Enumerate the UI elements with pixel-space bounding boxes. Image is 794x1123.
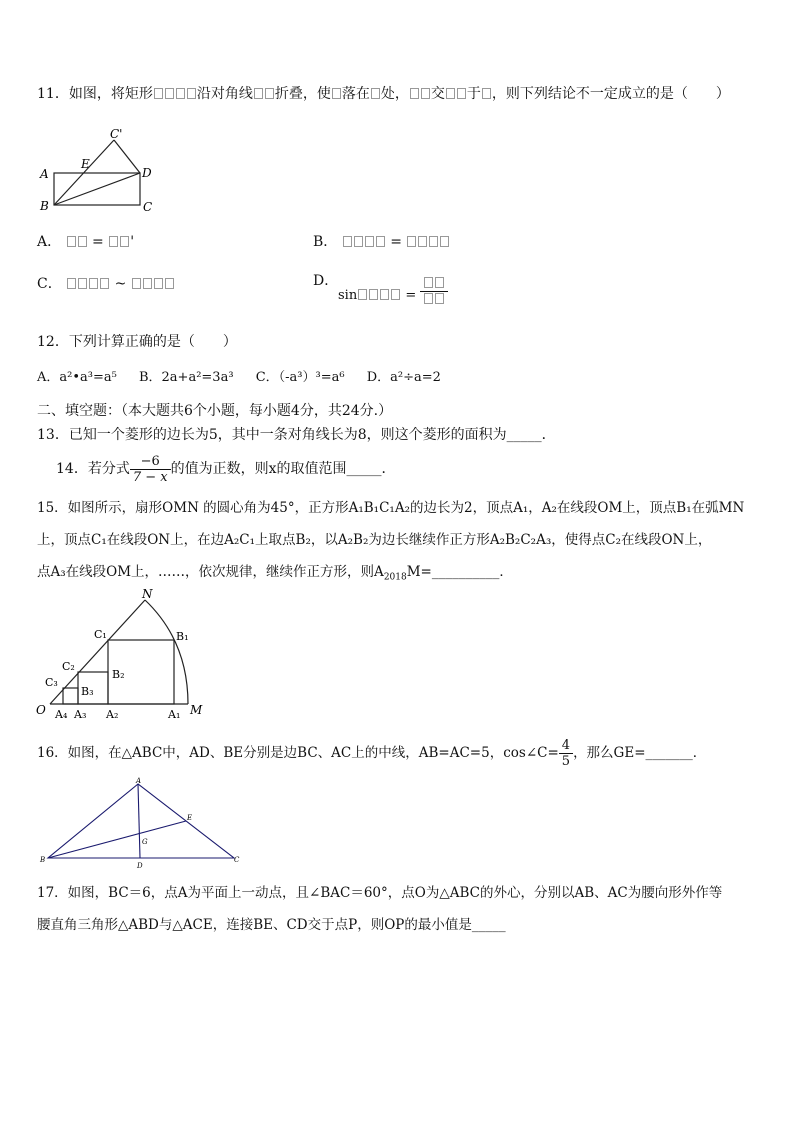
q12-option-d: D．a²÷a=2 xyxy=(366,370,441,385)
q16-numerator: 4 xyxy=(559,738,573,754)
label-a2: A₂ xyxy=(106,708,119,721)
placeholder-box xyxy=(424,293,433,304)
q11-option-a xyxy=(37,233,134,251)
placeholder-box xyxy=(376,236,385,247)
q16-text xyxy=(37,734,706,772)
placeholder-box xyxy=(176,88,185,99)
placeholder-box xyxy=(165,88,174,99)
label-d: D xyxy=(142,166,152,180)
sin-text: sin xyxy=(338,288,358,303)
label-b: B xyxy=(40,856,46,864)
q14-pre: 14．若分式 xyxy=(56,461,130,477)
placeholder-box xyxy=(369,289,378,300)
square-3 xyxy=(63,688,78,704)
label-b: B xyxy=(40,199,49,213)
q15-subscript: 2018 xyxy=(383,572,407,583)
q15-figure xyxy=(30,586,220,726)
label-c: C xyxy=(234,856,240,864)
label-n: N xyxy=(142,587,153,601)
option-b-label: B． xyxy=(313,234,338,250)
q11-text-8: ，则下列结论不一定成立的是（ ） xyxy=(491,86,730,102)
placeholder-box xyxy=(380,289,389,300)
q11-text-3: 折叠，使 xyxy=(274,86,331,102)
q11-text-5: 处， xyxy=(380,86,409,102)
q11-text-4: 落在 xyxy=(341,86,370,102)
q16-fraction xyxy=(559,738,573,769)
q11-option-b xyxy=(313,233,450,251)
q15-line1: 15．如图所示，扇形OMN 的圆心角为45°，正方形A₁B₁C₁A₂的边长为2，顶点A₁，A₂在线段OM上，顶点B₁在弧MN xyxy=(37,500,745,516)
placeholder-box xyxy=(354,236,363,247)
triangle-abc xyxy=(48,784,234,858)
q14-fraction xyxy=(130,454,171,485)
q11-fraction xyxy=(420,276,448,307)
q14-numerator: −6 xyxy=(130,454,171,470)
placeholder-box xyxy=(410,88,419,99)
q11-option-d xyxy=(313,272,338,290)
q11-figure xyxy=(34,128,164,218)
label-b3: B₃ xyxy=(81,685,94,698)
placeholder-box xyxy=(365,236,374,247)
prime-mark: ' xyxy=(130,234,135,250)
placeholder-box xyxy=(446,88,455,99)
q16-denominator: 5 xyxy=(561,754,571,769)
label-a4: A₄ xyxy=(55,708,68,721)
option-c-label: C． xyxy=(37,276,62,292)
placeholder-box xyxy=(132,278,141,289)
placeholder-box xyxy=(457,88,466,99)
placeholder-box xyxy=(154,278,163,289)
q11-number: 11． xyxy=(37,86,69,102)
section-heading: 二、填空题：（本大题共6个小题，每小题4分，共24分.） xyxy=(37,403,393,419)
q14-denominator: 7 − x xyxy=(132,469,168,485)
label-d: D xyxy=(137,862,143,870)
similar-sign: ~ xyxy=(114,276,127,292)
q15-line3 xyxy=(37,563,513,587)
label-a3: A₃ xyxy=(74,708,87,721)
q11-text-7: 于 xyxy=(466,86,481,102)
placeholder-box xyxy=(100,278,109,289)
label-a1: A₁ xyxy=(168,708,181,721)
placeholder-box xyxy=(109,236,118,247)
q11-text-6: 交 xyxy=(430,86,445,102)
placeholder-box xyxy=(143,278,152,289)
median-ad xyxy=(138,784,140,858)
segment-c-prime-d xyxy=(114,140,140,173)
placeholder-box xyxy=(67,236,76,247)
placeholder-box xyxy=(265,88,274,99)
label-a: A xyxy=(40,167,49,181)
placeholder-box xyxy=(424,277,433,288)
q12-options xyxy=(37,369,441,387)
q16-pre: 16．如图，在△ABC中，AD、BE分别是边BC、AC上的中线，AB=AC=5，cos∠C= xyxy=(37,745,559,761)
q12-option-a: A．a²•a³=a⁵ xyxy=(37,370,117,385)
median-be xyxy=(48,821,186,858)
label-e: E xyxy=(81,157,90,171)
label-e: E xyxy=(187,814,193,822)
q15-line3-post: M=__________． xyxy=(406,564,513,580)
placeholder-box xyxy=(187,88,196,99)
label-g: G xyxy=(142,838,148,846)
diagonal-bd xyxy=(54,173,140,205)
placeholder-box xyxy=(435,293,444,304)
label-o: O xyxy=(36,703,46,717)
q17-line2: 腰直角三角形△ABD与△ACE，连接BE、CD交于点P，则OP的最小值是_____ xyxy=(37,917,506,933)
label-m: M xyxy=(190,703,203,717)
arc-mn xyxy=(145,600,188,704)
placeholder-box xyxy=(165,278,174,289)
label-c-prime: C' xyxy=(110,128,123,141)
placeholder-box xyxy=(418,236,427,247)
q12-stem: 12．下列计算正确的是（ ） xyxy=(37,334,237,350)
placeholder-box xyxy=(358,289,367,300)
placeholder-box xyxy=(440,236,449,247)
label-c1: C₁ xyxy=(94,628,107,641)
label-c2: C₂ xyxy=(62,660,75,673)
placeholder-box xyxy=(429,236,438,247)
placeholder-box xyxy=(332,88,341,99)
placeholder-box xyxy=(120,236,129,247)
placeholder-box xyxy=(371,88,380,99)
q12-option-c: C．（-a³）³=a⁶ xyxy=(255,370,345,385)
q12-option-b: B．2a+a²=3a³ xyxy=(138,370,234,385)
q14-text xyxy=(56,451,396,487)
equals-sign: = xyxy=(405,288,417,303)
q11-text-1: 如图，将矩形 xyxy=(68,86,153,102)
label-b2: B₂ xyxy=(112,668,125,681)
option-d-label: D． xyxy=(313,273,339,289)
q16-post: ，那么GE=_______． xyxy=(573,745,707,761)
label-c: C xyxy=(143,200,153,214)
placeholder-box xyxy=(407,236,416,247)
equals-sign: = xyxy=(92,234,104,250)
q11-option-d-expr xyxy=(338,284,448,307)
placeholder-box xyxy=(421,88,430,99)
q14-post: 的值为正数，则x的取值范围_____． xyxy=(170,461,396,477)
q11-option-c xyxy=(37,275,175,293)
q13-text: 13．已知一个菱形的边长为5，其中一条对角线长为8，则这个菱形的面积为_____． xyxy=(37,427,556,443)
placeholder-box xyxy=(89,278,98,289)
q16-figure xyxy=(36,776,246,870)
placeholder-box xyxy=(78,278,87,289)
placeholder-box xyxy=(254,88,263,99)
placeholder-box xyxy=(343,236,352,247)
q11-text-2: 沿对角线 xyxy=(196,86,253,102)
label-a: A xyxy=(136,777,142,785)
label-b1: B₁ xyxy=(176,630,189,643)
placeholder-box xyxy=(154,88,163,99)
placeholder-box xyxy=(67,278,76,289)
q15-line2: 上，顶点C₁在线段ON上，在边A₂C₁上取点B₂，以A₂B₂为边长继续作正方形A₂B₂C₂A₃，使得点C₂在线段ON上， xyxy=(37,532,712,548)
equals-sign: = xyxy=(390,234,402,250)
q11-stem xyxy=(37,85,730,103)
q15-line3-pre: 点A₃在线段OM上，……，依次规律，继续作正方形，则A xyxy=(37,564,384,580)
placeholder-box xyxy=(482,88,491,99)
option-a-label: A． xyxy=(37,234,62,250)
q17-line1: 17．如图，BC＝6，点A为平面上一动点，且∠BAC＝60°，点O为△ABC的外心，分别以AB、AC为腰向形外作等 xyxy=(37,885,723,901)
placeholder-box xyxy=(391,289,400,300)
placeholder-box xyxy=(435,277,444,288)
placeholder-box xyxy=(78,236,87,247)
label-c3: C₃ xyxy=(45,676,58,689)
